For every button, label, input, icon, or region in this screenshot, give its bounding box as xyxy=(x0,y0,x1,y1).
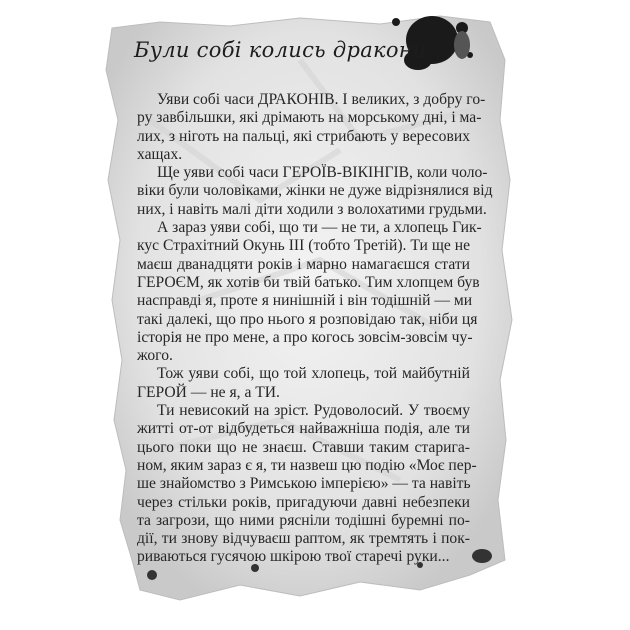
text-line: та загрози, що ними рясніли тодішні буремні по- xyxy=(137,511,470,529)
text-line: жого. xyxy=(137,347,173,365)
text-line: ном, яким зараз є я, ти назвеш цю подію «Моє пер- xyxy=(137,456,477,474)
text-line: А зараз уяви собі, що ти — не ти, а хлопець Гик- xyxy=(157,219,482,237)
text-line: такі далекі, що про нього я розповідаю так, ніби ця xyxy=(137,310,478,328)
text-line: кус Страхітний Окунь III (тобто Третій). Ти ще не xyxy=(137,237,470,255)
text-line: Уяви собі часи ДРАКОНІВ. І великих, з добру го- xyxy=(157,91,486,108)
text-line: через стільки років, пригадуючи давні небезпеки xyxy=(137,493,470,511)
text-line: насправді я, проте я нинішній і він тодішній — ми xyxy=(137,292,473,310)
text-line: риваються гусячою шкірою твої старечі руки... xyxy=(137,548,450,566)
chapter-text xyxy=(137,91,493,567)
text-line: ше знайомство з Римською імперією» — та навіть xyxy=(137,475,471,493)
text-line: Ще уяви собі часи ГЕРОЇВ-ВІКІНГІВ, коли чоло- xyxy=(157,164,488,182)
text-line: дії, ти знову відчуваєш раптом, як тремтять і пок- xyxy=(137,530,470,548)
text-line: віки були чоловіками, жінки не дуже відрізнялися від xyxy=(137,182,493,200)
text-line: лих, з ніготь на пальці, які стрибають у вересових xyxy=(137,127,470,145)
text-line: Ти невисокий на зріст. Рудоволосий. У твоєму xyxy=(157,402,470,420)
text-line: історія не про мене, а про когось зовсім-зовсім чу- xyxy=(137,328,473,346)
text-line: житті от-от відбудеться найважніша подія, але ти xyxy=(137,420,470,438)
text-line: Тож уяви собі, що той хлопець, той майбутній xyxy=(157,365,470,383)
text-line: маєш дванадцяти років і марно намагаєшся стати xyxy=(137,255,470,273)
text-line: ГЕРОЄМ, як хотів би твій батько. Тим хлопцем був xyxy=(137,273,480,291)
text-line: цього поки що не знаєш. Ставши таким старига- xyxy=(137,438,470,456)
text-line: ру завбільшки, які дрімають на морському дні, і ма- xyxy=(137,109,482,127)
text-line: хащах. xyxy=(137,145,183,163)
chapter-title: Були собі колись дракони xyxy=(134,38,427,62)
text-line: них, і навіть малі діти ходили з волохатими грудьми. xyxy=(137,200,487,218)
text-line: ГЕРОЙ — не я, а ТИ. xyxy=(137,383,280,401)
